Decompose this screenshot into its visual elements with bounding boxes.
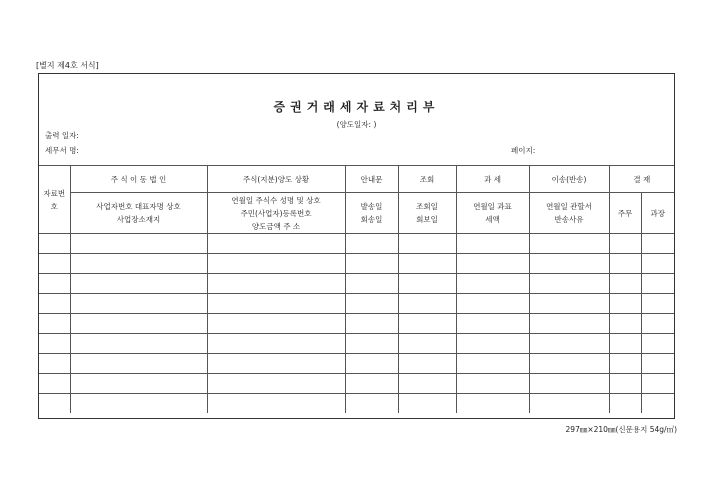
table-row (39, 334, 674, 354)
table-cell[interactable] (398, 294, 456, 314)
table-cell[interactable] (207, 274, 345, 294)
table-cell[interactable] (456, 314, 529, 334)
table-cell[interactable] (398, 234, 456, 254)
table-cell[interactable] (345, 314, 398, 334)
table-cell[interactable] (641, 294, 674, 314)
table-cell[interactable] (641, 334, 674, 354)
table-cell[interactable] (456, 254, 529, 274)
table-cell[interactable] (641, 234, 674, 254)
table-cell[interactable] (398, 394, 456, 414)
approval-staff-subheader: 주무 (609, 193, 641, 234)
table-row (39, 354, 674, 374)
table-cell[interactable] (398, 314, 456, 334)
table-cell[interactable] (609, 274, 641, 294)
table-cell[interactable] (398, 274, 456, 294)
table-cell[interactable] (529, 254, 609, 274)
page-label: 페이지: (511, 146, 536, 155)
table-cell[interactable] (456, 394, 529, 414)
form-title: 증권거래세자료처리부 (273, 100, 440, 114)
table-cell[interactable] (456, 374, 529, 394)
table-cell[interactable] (456, 294, 529, 314)
paper-spec-note: 297㎜×210㎜(신문용지 54g/㎡) (565, 425, 677, 434)
table-cell[interactable] (345, 294, 398, 314)
table-cell[interactable] (456, 354, 529, 374)
table-cell[interactable] (207, 314, 345, 334)
table-cell[interactable] (345, 234, 398, 254)
table-cell[interactable] (70, 314, 207, 334)
notice-header: 안내문 (345, 166, 398, 193)
table-cell[interactable] (345, 274, 398, 294)
table-cell[interactable] (641, 394, 674, 414)
table-cell[interactable] (641, 374, 674, 394)
table-cell[interactable] (345, 354, 398, 374)
table-cell[interactable] (609, 374, 641, 394)
record-no-header: 자료번 호 (39, 166, 70, 234)
table-cell[interactable] (39, 254, 70, 274)
table-cell[interactable] (70, 274, 207, 294)
table-cell[interactable] (529, 234, 609, 254)
table-row (39, 314, 674, 334)
notice-subheader: 발송일 회송일 (345, 193, 398, 234)
table-cell[interactable] (207, 374, 345, 394)
table-cell[interactable] (398, 254, 456, 274)
table-cell[interactable] (398, 374, 456, 394)
table-cell[interactable] (398, 334, 456, 354)
table-cell[interactable] (39, 374, 70, 394)
table-cell[interactable] (207, 334, 345, 354)
table-cell[interactable] (609, 354, 641, 374)
transfer-subheader: 연월일 관할서 반송사유 (529, 193, 609, 234)
form-label: [별지 제4호 서식] (36, 61, 99, 70)
table-cell[interactable] (39, 234, 70, 254)
form-frame (38, 73, 675, 419)
transfer-corp-header: 주 식 이 동 법 인 (70, 166, 207, 193)
table-cell[interactable] (345, 334, 398, 354)
table-cell[interactable] (529, 314, 609, 334)
table-row (39, 374, 674, 394)
table-cell[interactable] (398, 354, 456, 374)
table-cell[interactable] (529, 294, 609, 314)
table-row (39, 294, 674, 314)
table-row (39, 234, 674, 254)
table-cell[interactable] (70, 254, 207, 274)
table-cell[interactable] (70, 234, 207, 254)
table-cell[interactable] (39, 314, 70, 334)
approval-chief-subheader: 과장 (641, 193, 674, 234)
table-cell[interactable] (70, 294, 207, 314)
table-cell[interactable] (529, 394, 609, 414)
table-cell[interactable] (70, 374, 207, 394)
table-cell[interactable] (207, 354, 345, 374)
table-cell[interactable] (529, 334, 609, 354)
taxation-header: 과 세 (456, 166, 529, 193)
table-cell[interactable] (609, 394, 641, 414)
tax-office-label: 세무서 명: (45, 146, 79, 155)
transfer-date-subtitle: (양도일자: ) (336, 120, 377, 129)
transfer-header: 이송(반송) (529, 166, 609, 193)
table-cell[interactable] (207, 254, 345, 274)
table-row (39, 254, 674, 274)
table-cell[interactable] (456, 234, 529, 254)
transfer-status-subheader: 연월일 주식수 성명 및 상호 주민(사업자)등록번호 양도금액 주 소 (207, 193, 345, 234)
table-cell[interactable] (345, 254, 398, 274)
table-cell[interactable] (39, 274, 70, 294)
output-date-label: 출력 일자: (45, 131, 79, 140)
table-row (39, 394, 674, 414)
table-cell[interactable] (641, 314, 674, 334)
table-cell[interactable] (39, 354, 70, 374)
approval-header: 결 재 (609, 166, 674, 193)
table-cell[interactable] (207, 234, 345, 254)
table-cell[interactable] (345, 394, 398, 414)
table-cell[interactable] (609, 234, 641, 254)
table-cell[interactable] (609, 334, 641, 354)
inquiry-header: 조회 (398, 166, 456, 193)
record-table (39, 165, 674, 413)
table-cell[interactable] (70, 394, 207, 414)
table-cell[interactable] (70, 354, 207, 374)
table-cell[interactable] (609, 294, 641, 314)
table-cell[interactable] (641, 354, 674, 374)
table-cell[interactable] (529, 274, 609, 294)
table-cell[interactable] (345, 374, 398, 394)
table-cell[interactable] (39, 294, 70, 314)
table-row (39, 274, 674, 294)
table-cell[interactable] (529, 354, 609, 374)
transfer-status-header: 주식(지분)양도 상황 (207, 166, 345, 193)
table-cell[interactable] (70, 334, 207, 354)
table-cell[interactable] (609, 314, 641, 334)
transfer-corp-subheader: 사업자번호 대표자명 상호 사업장소재지 (70, 193, 207, 234)
table-cell[interactable] (456, 334, 529, 354)
table-cell[interactable] (39, 334, 70, 354)
table-cell[interactable] (529, 374, 609, 394)
table-cell[interactable] (207, 294, 345, 314)
table-cell[interactable] (609, 254, 641, 274)
table-cell[interactable] (456, 274, 529, 294)
table-cell[interactable] (207, 394, 345, 414)
inquiry-subheader: 조회일 회보일 (398, 193, 456, 234)
taxation-subheader: 연월일 과표 세액 (456, 193, 529, 234)
table-cell[interactable] (641, 254, 674, 274)
table-cell[interactable] (641, 274, 674, 294)
table-cell[interactable] (39, 394, 70, 414)
